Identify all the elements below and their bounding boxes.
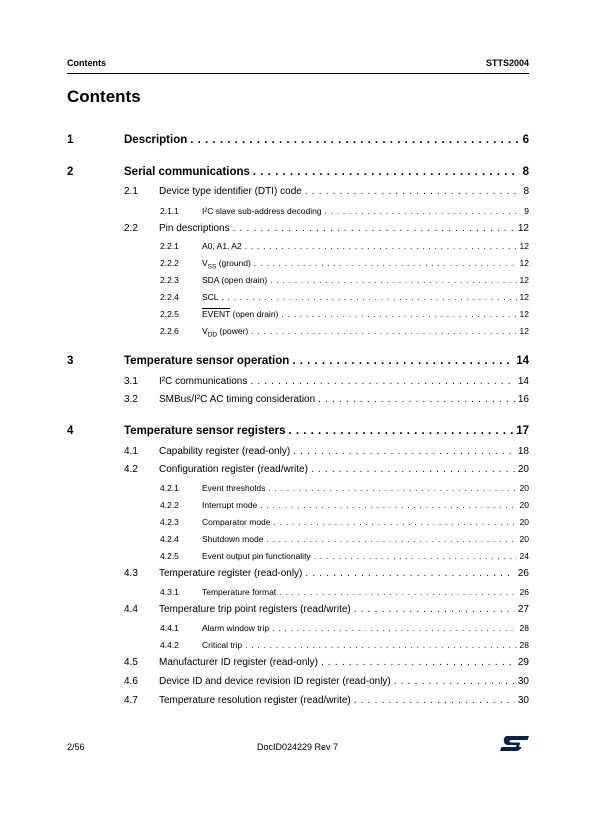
toc-page: 26 xyxy=(519,587,529,597)
toc-title: Capability register (read-only) xyxy=(159,446,291,457)
toc-entry[interactable] xyxy=(67,551,529,561)
toc-leader xyxy=(190,134,519,146)
toc-number: 4.1 xyxy=(124,446,138,457)
toc-title: Interrupt mode xyxy=(202,500,258,510)
toc-number: 4.2 xyxy=(124,464,138,475)
toc-entry[interactable] xyxy=(67,223,529,234)
toc-page: 8 xyxy=(523,186,529,197)
toc-leader xyxy=(270,275,516,285)
toc-title: Alarm window trip xyxy=(202,623,270,633)
toc-page: 12 xyxy=(517,223,529,234)
toc-leader xyxy=(305,186,521,197)
toc-number: 2 xyxy=(67,166,74,178)
toc-title: Description xyxy=(124,134,188,146)
toc-title: Event thresholds xyxy=(202,483,266,493)
toc-page: 20 xyxy=(519,500,529,510)
toc-leader xyxy=(266,534,516,544)
toc-leader xyxy=(289,425,514,437)
toc-leader xyxy=(292,355,513,367)
header-part-number: STTS2004 xyxy=(485,58,529,68)
toc-entry[interactable] xyxy=(67,394,529,405)
toc-page: 20 xyxy=(519,517,529,527)
toc-leader xyxy=(321,657,515,668)
toc-entry[interactable] xyxy=(67,534,529,544)
toc-leader xyxy=(260,500,516,510)
toc-page: 20 xyxy=(517,464,529,475)
toc-entry[interactable] xyxy=(67,517,529,527)
toc-title: A0, A1, A2 xyxy=(202,241,242,251)
toc-number: 4.3.1 xyxy=(160,587,179,597)
toc-title: Configuration register (read/write) xyxy=(159,464,308,475)
toc-entry[interactable] xyxy=(67,292,529,302)
toc-page: 18 xyxy=(517,446,529,457)
toc-title: Device type identifier (DTI) code xyxy=(159,186,302,197)
header-divider xyxy=(67,73,529,74)
toc-leader xyxy=(251,326,516,336)
toc-leader xyxy=(254,258,517,268)
toc-number: 4.2.5 xyxy=(160,551,179,561)
toc-entry[interactable] xyxy=(67,604,529,615)
toc-entry[interactable] xyxy=(67,258,529,271)
page-title: Contents xyxy=(67,87,141,106)
toc-number: 4.3 xyxy=(124,568,138,579)
toc-number: 2.2.1 xyxy=(160,241,179,251)
toc-page: 27 xyxy=(517,604,529,615)
header-section-label: Contents xyxy=(67,58,106,68)
toc-entry[interactable] xyxy=(67,568,529,579)
toc-leader xyxy=(279,587,516,597)
toc-title-vdd: $V_{DD}$ (power) xyxy=(202,326,249,339)
footer-page-number: 2/56 xyxy=(67,742,85,752)
toc-number: 4.4 xyxy=(124,604,138,615)
toc-title: Device ID and device revision ID register (read-only) xyxy=(159,676,391,687)
toc-leader xyxy=(233,223,515,234)
toc-title: Comparator mode xyxy=(202,517,271,527)
toc-leader xyxy=(394,676,515,687)
toc-entry[interactable] xyxy=(67,425,529,437)
toc-entry[interactable] xyxy=(67,186,529,197)
toc-leader xyxy=(222,292,517,302)
toc-entry[interactable] xyxy=(67,640,529,650)
toc-entry[interactable] xyxy=(67,309,529,319)
toc-page: 14 xyxy=(517,376,529,387)
toc-number: 3.2 xyxy=(124,394,138,405)
toc-title-vss: $V_{SS}$ (ground) xyxy=(202,258,251,271)
toc-page: 20 xyxy=(519,534,529,544)
toc-title: Temperature resolution register (read/write) xyxy=(159,695,351,706)
toc-leader xyxy=(354,604,515,615)
toc-number: 4 xyxy=(67,425,74,437)
toc-title: Temperature register (read-only) xyxy=(159,568,303,579)
toc-entry[interactable] xyxy=(67,275,529,285)
toc-entry[interactable] xyxy=(67,695,529,706)
toc-leader xyxy=(318,394,515,405)
toc-leader xyxy=(293,446,515,457)
toc-number: 3.1 xyxy=(124,376,138,387)
toc-page: 24 xyxy=(519,551,529,561)
toc-page: 20 xyxy=(519,483,529,493)
toc-number: 4.2.1 xyxy=(160,483,179,493)
toc-leader xyxy=(245,640,516,650)
toc-number: 2.2.4 xyxy=(160,292,179,302)
toc-page: 29 xyxy=(517,657,529,668)
toc-page: 12 xyxy=(519,241,529,251)
toc-number: 4.2.2 xyxy=(160,500,179,510)
toc-number: 2.1 xyxy=(124,186,138,197)
toc-page: 12 xyxy=(519,258,529,268)
toc-leader xyxy=(305,568,514,579)
toc-number: 4.4.1 xyxy=(160,623,179,633)
toc-entry[interactable] xyxy=(67,355,529,367)
toc-page: 26 xyxy=(517,568,529,579)
toc-title: Temperature sensor registers xyxy=(124,425,286,437)
toc-entry[interactable] xyxy=(67,657,529,668)
toc-number: 4.2.3 xyxy=(160,517,179,527)
footer-doc-id: DocID024229 Rev 7 xyxy=(257,742,339,752)
toc-page: 12 xyxy=(519,292,529,302)
toc-title: Temperature sensor operation xyxy=(124,355,290,367)
toc-page: 14 xyxy=(516,355,529,367)
toc-title: SCL xyxy=(202,292,219,302)
toc-page: 12 xyxy=(519,275,529,285)
toc-title: Serial communications xyxy=(124,166,250,178)
toc-title: Critical trip xyxy=(202,640,243,650)
toc-leader xyxy=(245,241,517,251)
toc-page: 28 xyxy=(519,623,529,633)
toc-number: 2.2.6 xyxy=(160,326,179,336)
toc-entry[interactable] xyxy=(67,241,529,251)
toc-title: I²C slave sub-address decoding xyxy=(202,206,322,216)
toc-number: 2.2.3 xyxy=(160,275,179,285)
toc-page: 30 xyxy=(517,695,529,706)
toc-title: Temperature trip point registers (read/write) xyxy=(159,604,351,615)
toc-leader xyxy=(268,483,516,493)
toc-title: Pin descriptions xyxy=(159,223,230,234)
toc-title: SDA (open drain) xyxy=(202,275,268,285)
toc-title: I²C communications xyxy=(159,376,248,387)
toc-number: 2.2.2 xyxy=(160,258,179,268)
toc-page: 16 xyxy=(517,394,529,405)
toc-leader xyxy=(272,623,516,633)
toc-number: 4.4.2 xyxy=(160,640,179,650)
toc-entry[interactable] xyxy=(67,587,529,597)
toc-entry[interactable] xyxy=(67,166,529,178)
toc-number: 2.2 xyxy=(124,223,138,234)
toc-number: 4.5 xyxy=(124,657,138,668)
toc-page: 8 xyxy=(522,166,529,178)
toc-leader xyxy=(311,464,515,475)
toc-title: Manufacturer ID register (read-only) xyxy=(159,657,318,668)
toc-title: Event output pin functionality xyxy=(202,551,311,561)
toc-number: 1 xyxy=(67,134,74,146)
toc-title: Temperature format xyxy=(202,587,277,597)
toc-entry[interactable] xyxy=(67,483,529,493)
toc-page: 17 xyxy=(516,425,529,437)
toc-entry[interactable] xyxy=(67,134,529,146)
toc-entry[interactable] xyxy=(67,446,529,457)
toc-page: 12 xyxy=(519,309,529,319)
toc-title: SMBus/I²C AC timing consideration xyxy=(159,394,316,405)
toc-title: Shutdown mode xyxy=(202,534,264,544)
toc-leader xyxy=(274,517,517,527)
toc-page: 28 xyxy=(519,640,529,650)
st-logo-icon xyxy=(499,736,529,753)
toc-page: 12 xyxy=(519,326,529,336)
toc-number: 4.7 xyxy=(124,695,138,706)
toc-entry[interactable] xyxy=(67,326,529,339)
toc-entry[interactable] xyxy=(67,206,529,216)
toc-leader xyxy=(314,551,517,561)
toc-leader xyxy=(281,309,516,319)
toc-entry[interactable] xyxy=(67,464,529,475)
toc-page: 30 xyxy=(517,676,529,687)
toc-page: 6 xyxy=(522,134,529,146)
toc-number: 3 xyxy=(67,355,74,367)
toc-leader xyxy=(253,166,520,178)
toc-number: 4.2.4 xyxy=(160,534,179,544)
toc-leader xyxy=(325,206,522,216)
toc-number: 4.6 xyxy=(124,676,138,687)
toc-number: 2.2.5 xyxy=(160,309,179,319)
toc-entry[interactable] xyxy=(67,376,529,387)
toc-title-event: EVENT (open drain) xyxy=(202,309,279,319)
toc-leader xyxy=(354,695,515,706)
toc-entry[interactable] xyxy=(67,676,529,687)
toc-number: 2.1.1 xyxy=(160,206,179,216)
toc-leader xyxy=(250,376,515,387)
toc-entry[interactable] xyxy=(67,623,529,633)
toc-entry[interactable] xyxy=(67,500,529,510)
toc-page: 9 xyxy=(524,206,529,216)
